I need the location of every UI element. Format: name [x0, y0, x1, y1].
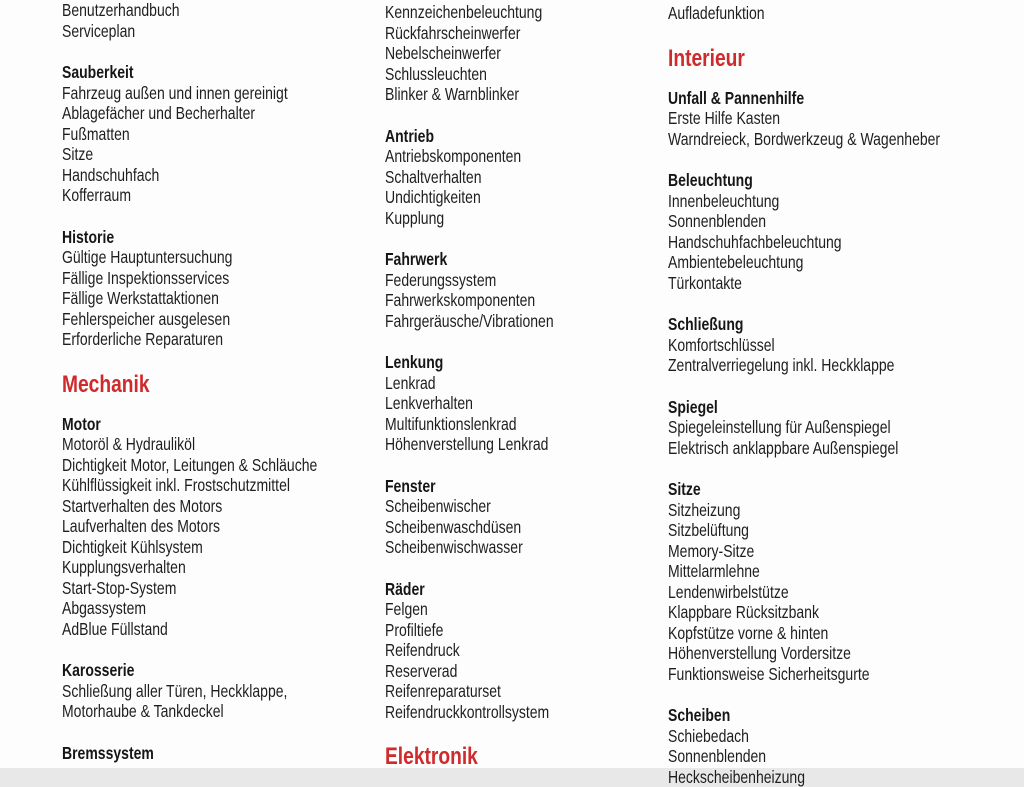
label-text: Spiegel: [668, 397, 718, 418]
label-text: Blinker & Warnblinker: [385, 84, 519, 105]
checklist-item: [668, 211, 1020, 232]
checklist-item: [385, 373, 667, 394]
label-text: Ambientebeleuchtung: [668, 252, 803, 273]
checklist-item: [62, 83, 384, 104]
category-heading: [385, 249, 667, 270]
checklist-group: [668, 479, 1020, 684]
label-text: Dichtigkeit Motor, Leitungen & Schläuche: [62, 455, 317, 476]
label-text: Scheibenwischwasser: [385, 537, 523, 558]
label-text: Klappbare Rücksitzbank: [668, 602, 819, 623]
label-text: Sauberkeit: [62, 62, 134, 83]
checklist-item: [62, 144, 384, 165]
category-heading: [668, 88, 1020, 109]
label-text: Fußmatten: [62, 124, 130, 145]
label-text: Funktionsweise Sicherheitsgurte: [668, 664, 870, 685]
checklist-item: [668, 273, 1020, 294]
checklist-group: [62, 227, 384, 350]
label-text: Fahrgeräusche/Vibrationen: [385, 311, 554, 332]
checklist-group: [668, 88, 1020, 150]
checklist-item: [668, 252, 1020, 273]
checklist-item: [385, 517, 667, 538]
checklist-item: [668, 417, 1020, 438]
label-text: Schließung: [668, 314, 743, 335]
label-text: Sonnenblenden: [668, 746, 766, 767]
label-text: Schließung aller Türen, Heckklappe,: [62, 681, 287, 702]
checklist-item: [668, 582, 1020, 603]
checklist-group: [62, 743, 384, 764]
label-text: Elektrisch anklappbare Außenspiegel: [668, 438, 898, 459]
checklist-item: [385, 311, 667, 332]
checklist-column-left: [62, 0, 384, 763]
label-text: Spiegeleinstellung für Außenspiegel: [668, 417, 891, 438]
label-text: Kennzeichenbeleuchtung: [385, 2, 542, 23]
label-text: Handschuhfachbeleuchtung: [668, 232, 842, 253]
category-heading: [668, 397, 1020, 418]
checklist-item: [668, 561, 1020, 582]
label-text: Lenkung: [385, 352, 443, 373]
checklist-group: [385, 352, 667, 455]
checklist-item: [385, 702, 667, 723]
label-text: Fällige Werkstattaktionen: [62, 288, 219, 309]
label-text: Schiebedach: [668, 726, 749, 747]
label-text: Kupplungsverhalten: [62, 557, 186, 578]
label-text: Reifendruck: [385, 640, 460, 661]
label-text: Mechanik: [62, 372, 150, 398]
checklist-item: [668, 438, 1020, 459]
checklist-item: [385, 393, 667, 414]
checklist-item: [668, 602, 1020, 623]
category-heading: [668, 479, 1020, 500]
label-text: Benutzerhandbuch: [62, 0, 180, 21]
checklist-item: [668, 108, 1020, 129]
checklist-item: [385, 599, 667, 620]
checklist-item: [385, 414, 667, 435]
checklist-group: [385, 476, 667, 558]
label-text: Reserverad: [385, 661, 457, 682]
checklist-item: [385, 270, 667, 291]
checklist-item: [668, 500, 1020, 521]
checklist-item: [62, 268, 384, 289]
checklist-item: [62, 247, 384, 268]
label-text: Motor: [62, 414, 101, 435]
label-text: Antrieb: [385, 126, 434, 147]
label-text: Reifendruckkontrollsystem: [385, 702, 549, 723]
category-heading: [385, 476, 667, 497]
checklist-item: [385, 661, 667, 682]
label-text: Lenkverhalten: [385, 393, 473, 414]
checklist-group: [668, 170, 1020, 293]
checklist-item: [385, 290, 667, 311]
checklist-item: [62, 701, 384, 722]
label-text: Kühlflüssigkeit inkl. Frostschutzmittel: [62, 475, 290, 496]
checklist-group: [62, 414, 384, 640]
label-text: Abgassystem: [62, 598, 146, 619]
label-text: Zentralverriegelung inkl. Heckklappe: [668, 355, 894, 376]
checklist-item: [385, 146, 667, 167]
label-text: Federungssystem: [385, 270, 496, 291]
checklist-item: [62, 537, 384, 558]
label-text: Kupplung: [385, 208, 444, 229]
label-text: Scheibenwischer: [385, 496, 491, 517]
checklist-item: [668, 767, 1020, 787]
label-text: Fehlerspeicher ausgelesen: [62, 309, 230, 330]
label-text: Sitze: [62, 144, 93, 165]
checklist-group: [62, 660, 384, 722]
checklist-item: [385, 496, 667, 517]
label-text: Lendenwirbelstütze: [668, 582, 789, 603]
label-text: Fahrwerkskomponenten: [385, 290, 535, 311]
checklist-item: [62, 0, 384, 21]
label-text: Türkontakte: [668, 273, 742, 294]
checklist-item: [62, 475, 384, 496]
checklist-item: [385, 537, 667, 558]
checklist-item: [62, 288, 384, 309]
label-text: Ablagefächer und Becherhalter: [62, 103, 255, 124]
label-text: Karosserie: [62, 660, 134, 681]
label-text: Dichtigkeit Kühlsystem: [62, 537, 203, 558]
checklist-item: [385, 640, 667, 661]
checklist-item: [62, 329, 384, 350]
checklist-item: [668, 335, 1020, 356]
label-text: Gültige Hauptuntersuchung: [62, 247, 232, 268]
category-heading: [62, 227, 384, 248]
label-text: Unfall & Pannenhilfe: [668, 88, 804, 109]
checklist-group: [385, 2, 667, 105]
label-text: Motoröl & Hydrauliköl: [62, 434, 195, 455]
category-heading: [668, 170, 1020, 191]
category-heading: [385, 579, 667, 600]
checklist-group: [385, 249, 667, 331]
checklist-item: [385, 23, 667, 44]
label-text: Laufverhalten des Motors: [62, 516, 220, 537]
checklist-item: [385, 681, 667, 702]
checklist-item: [62, 578, 384, 599]
label-text: Innenbeleuchtung: [668, 191, 779, 212]
label-text: Komfortschlüssel: [668, 335, 775, 356]
label-text: Start-Stop-System: [62, 578, 176, 599]
checklist-item: [668, 3, 1020, 24]
label-text: Kopfstütze vorne & hinten: [668, 623, 828, 644]
label-text: Warndreieck, Bordwerkzeug & Wagenheber: [668, 129, 940, 150]
checklist-item: [385, 187, 667, 208]
label-text: Höhenverstellung Vordersitze: [668, 643, 851, 664]
checklist-item: [385, 2, 667, 23]
label-text: Scheibenwaschdüsen: [385, 517, 521, 538]
label-text: Memory-Sitze: [668, 541, 754, 562]
section-heading: [668, 46, 1020, 72]
checklist-item: [668, 726, 1020, 747]
label-text: Fällige Inspektionsservices: [62, 268, 229, 289]
checklist-item: [62, 496, 384, 517]
checklist-item: [62, 557, 384, 578]
label-text: AdBlue Füllstand: [62, 619, 168, 640]
label-text: Bremssystem: [62, 743, 154, 764]
label-text: Multifunktionslenkrad: [385, 414, 517, 435]
category-heading: [62, 660, 384, 681]
checklist-item: [668, 643, 1020, 664]
label-text: Sitzheizung: [668, 500, 740, 521]
label-text: Schlussleuchten: [385, 64, 487, 85]
category-heading: [62, 414, 384, 435]
label-text: Sonnenblenden: [668, 211, 766, 232]
checklist-item: [62, 619, 384, 640]
label-text: Höhenverstellung Lenkrad: [385, 434, 548, 455]
checklist-group: [385, 126, 667, 229]
section-heading: [62, 372, 384, 398]
checklist-item: [668, 129, 1020, 150]
label-text: Elektronik: [385, 744, 478, 770]
category-heading: [385, 352, 667, 373]
label-text: Heckscheibenheizung: [668, 767, 805, 787]
checklist-item: [385, 620, 667, 641]
label-text: Sitzbelüftung: [668, 520, 749, 541]
label-text: Fahrzeug außen und innen gereinigt: [62, 83, 288, 104]
checklist-item: [62, 455, 384, 476]
label-text: Nebelscheinwerfer: [385, 43, 501, 64]
label-text: Fenster: [385, 476, 436, 497]
label-text: Fahrwerk: [385, 249, 447, 270]
label-text: Erforderliche Reparaturen: [62, 329, 223, 350]
checklist-item: [62, 21, 384, 42]
checklist-item: [668, 541, 1020, 562]
checklist-item: [385, 208, 667, 229]
checklist-item: [668, 664, 1020, 685]
label-text: Serviceplan: [62, 21, 135, 42]
category-heading: [668, 314, 1020, 335]
category-heading: [668, 705, 1020, 726]
label-text: Beleuchtung: [668, 170, 753, 191]
checklist-group: [62, 62, 384, 206]
checklist-item: [62, 185, 384, 206]
checklist-column-middle: [385, 0, 667, 770]
checklist-item: [668, 355, 1020, 376]
label-text: Kofferraum: [62, 185, 131, 206]
label-text: Schaltverhalten: [385, 167, 482, 188]
label-text: Erste Hilfe Kasten: [668, 108, 780, 129]
checklist-item: [62, 598, 384, 619]
checklist-item: [385, 43, 667, 64]
checklist-column-right: [668, 0, 1020, 787]
checklist-item: [62, 165, 384, 186]
label-text: Startverhalten des Motors: [62, 496, 222, 517]
checklist-group: [668, 314, 1020, 376]
checklist-item: [62, 681, 384, 702]
label-text: Undichtigkeiten: [385, 187, 481, 208]
label-text: Rückfahrscheinwerfer: [385, 23, 520, 44]
label-text: Räder: [385, 579, 425, 600]
checklist-group: [668, 705, 1020, 787]
checklist-item: [668, 623, 1020, 644]
section-heading: [385, 744, 667, 770]
checklist-item: [668, 191, 1020, 212]
checklist-item: [668, 232, 1020, 253]
checklist-item: [62, 516, 384, 537]
label-text: Mittelarmlehne: [668, 561, 760, 582]
checklist-item: [62, 309, 384, 330]
checklist-item: [385, 434, 667, 455]
checklist-group: [668, 3, 1020, 24]
checklist-item: [668, 520, 1020, 541]
checklist-item: [385, 84, 667, 105]
label-text: Motorhaube & Tankdeckel: [62, 701, 224, 722]
checklist-item: [385, 64, 667, 85]
checklist-item: [385, 167, 667, 188]
category-heading: [62, 743, 384, 764]
checklist-item: [62, 103, 384, 124]
checklist-item: [62, 124, 384, 145]
checklist-group: [668, 397, 1020, 459]
category-heading: [62, 62, 384, 83]
checklist-group: [385, 579, 667, 723]
label-text: Sitze: [668, 479, 701, 500]
label-text: Handschuhfach: [62, 165, 159, 186]
checklist-item: [668, 746, 1020, 767]
checklist-group: [62, 0, 384, 41]
label-text: Antriebskomponenten: [385, 146, 521, 167]
label-text: Interieur: [668, 46, 745, 72]
label-text: Lenkrad: [385, 373, 436, 394]
category-heading: [385, 126, 667, 147]
label-text: Felgen: [385, 599, 428, 620]
label-text: Aufladefunktion: [668, 3, 765, 24]
checklist-item: [62, 434, 384, 455]
label-text: Scheiben: [668, 705, 730, 726]
label-text: Reifenreparaturset: [385, 681, 501, 702]
label-text: Historie: [62, 227, 114, 248]
label-text: Profiltiefe: [385, 620, 443, 641]
